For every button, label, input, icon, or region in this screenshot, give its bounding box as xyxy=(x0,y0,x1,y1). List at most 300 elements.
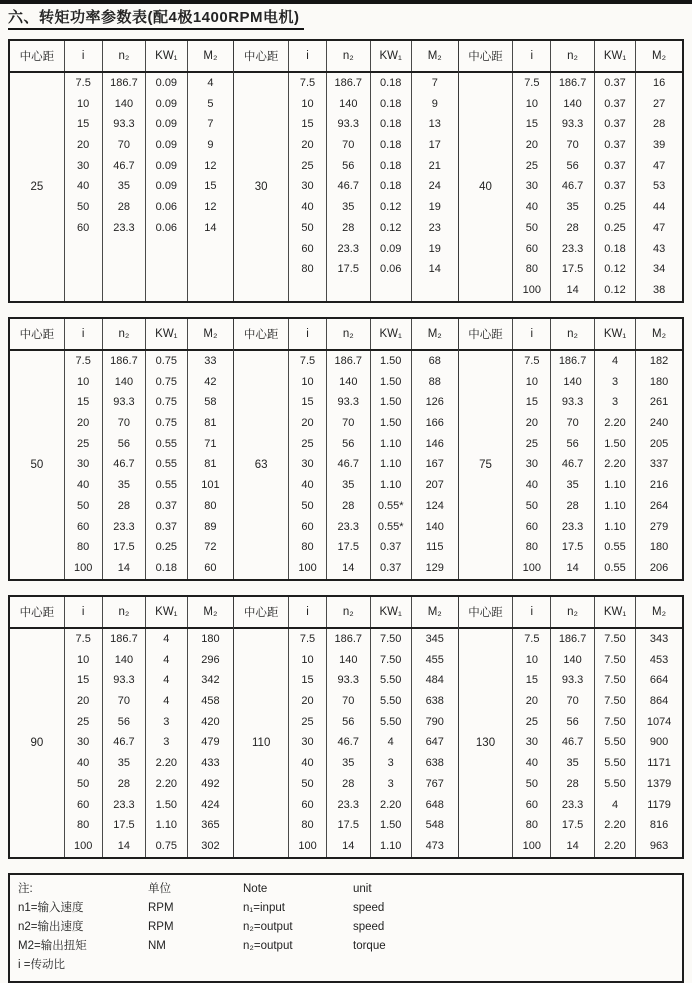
note-col-en: Note xyxy=(243,883,268,895)
ratio-i-value: 7.5 xyxy=(299,77,316,89)
n2-value: 186.7 xyxy=(334,633,363,645)
note-row xyxy=(18,918,682,937)
kw1-value: 0.18 xyxy=(379,180,402,193)
kw1-value: 1.10 xyxy=(604,520,626,533)
center-distance-cell xyxy=(459,629,514,857)
n2-value: 46.7 xyxy=(561,180,584,193)
kw1-value: 0.37 xyxy=(604,159,626,172)
document-page xyxy=(8,0,684,983)
kw1-value: 0.37 xyxy=(379,541,402,554)
kw1-value: 1.10 xyxy=(604,499,626,512)
n2-value: 56 xyxy=(566,159,579,172)
kw1-value: 0.06 xyxy=(155,221,178,234)
n2-value: 93.3 xyxy=(561,396,584,409)
center-distance-cell xyxy=(459,351,514,579)
ratio-i-value: 10 xyxy=(301,653,314,666)
ratio-i-value: 80 xyxy=(301,263,314,276)
m2-value: 58 xyxy=(204,396,217,409)
center-distance-value: 25 xyxy=(30,181,44,193)
ratio-i-value: 10 xyxy=(77,97,90,110)
kw1-value: 4 xyxy=(163,674,170,687)
n2-value: 14 xyxy=(117,561,131,574)
data-column xyxy=(289,629,327,857)
kw1-value: 1.50 xyxy=(379,417,402,430)
m2-value: 81 xyxy=(204,417,217,430)
n2-value: 46.7 xyxy=(337,180,359,193)
n2-value: 70 xyxy=(117,417,131,430)
header-m2: M₂ xyxy=(203,328,218,340)
n2-value: 17.5 xyxy=(561,541,584,554)
header-m2: M₂ xyxy=(203,50,218,62)
m2-value: 420 xyxy=(201,715,220,728)
m2-value: 167 xyxy=(425,458,444,471)
ratio-i-value: 25 xyxy=(77,437,90,450)
note-col-en: n₂=output xyxy=(243,921,293,933)
ratio-i-value: 40 xyxy=(525,201,538,214)
n2-value: 28 xyxy=(342,221,355,234)
note-col-unit-en: torque xyxy=(353,940,386,952)
kw1-value: 0.18 xyxy=(379,118,402,131)
ratio-i-value: 20 xyxy=(525,417,538,430)
n2-value: 28 xyxy=(566,777,579,790)
kw1-value: 5.50 xyxy=(604,757,626,770)
kw1-value: 4 xyxy=(163,653,170,666)
header-kw1: KW₁ xyxy=(371,597,412,627)
ratio-i-value: 80 xyxy=(77,819,90,832)
table-body xyxy=(10,351,233,579)
m2-value: 484 xyxy=(425,674,444,687)
m2-value: 72 xyxy=(204,541,217,554)
m2-value: 647 xyxy=(425,736,444,749)
n2-value: 46.7 xyxy=(113,736,135,749)
ratio-i-value: 100 xyxy=(298,561,317,574)
n2-value: 35 xyxy=(566,201,579,214)
center-distance-value: 40 xyxy=(479,181,492,193)
n2-value: 23.3 xyxy=(337,798,359,811)
n2-value: 28 xyxy=(117,777,131,790)
m2-value: 458 xyxy=(201,695,220,708)
note-col-cn: i =传动比 xyxy=(18,959,65,971)
n2-value: 14 xyxy=(566,283,579,296)
n2-value: 35 xyxy=(342,479,355,492)
ratio-i-value: 80 xyxy=(525,263,538,276)
data-column xyxy=(595,629,636,857)
m2-value: 60 xyxy=(204,561,217,574)
n2-value: 14 xyxy=(342,561,355,574)
m2-value: 638 xyxy=(425,757,444,770)
ratio-i-value: 25 xyxy=(525,437,538,450)
kw1-value: 0.55 xyxy=(155,479,178,492)
center-distance-cell xyxy=(234,629,289,857)
ratio-i-value: 20 xyxy=(301,417,314,430)
kw1-value: 0.12 xyxy=(379,221,402,234)
note-col-en: n₂=output xyxy=(243,940,293,952)
header-n2: n₂ xyxy=(327,319,371,349)
data-column xyxy=(551,351,595,579)
kw1-value: 7.50 xyxy=(604,674,626,687)
m2-value: 13 xyxy=(428,118,441,131)
data-column xyxy=(103,629,147,857)
m2-value: 16 xyxy=(652,77,666,89)
kw1-value: 0.18 xyxy=(379,97,402,110)
n2-value: 93.3 xyxy=(113,396,135,409)
ratio-i-value: 15 xyxy=(301,118,314,131)
ratio-i-value: 40 xyxy=(301,757,314,770)
note-row xyxy=(18,899,682,918)
note-col-unit-en: speed xyxy=(353,902,385,914)
kw1-value: 0.55 xyxy=(155,458,178,471)
data-column xyxy=(371,629,412,857)
data-column xyxy=(146,629,187,857)
header-ratio-i: i xyxy=(513,319,551,349)
data-column xyxy=(65,73,103,301)
m2-value: 492 xyxy=(201,777,220,790)
note-col-unit-cn xyxy=(148,956,243,975)
ratio-i-value: 10 xyxy=(525,97,538,110)
header-ratio-i: i xyxy=(513,41,551,71)
ratio-i-value: 50 xyxy=(77,201,90,214)
m2-value: 12 xyxy=(204,159,217,172)
m2-value: 216 xyxy=(649,479,669,492)
data-column xyxy=(289,351,327,579)
m2-value: 345 xyxy=(425,633,444,645)
data-column xyxy=(636,629,682,857)
ratio-i-value: 20 xyxy=(301,695,314,708)
n2-value: 28 xyxy=(342,777,355,790)
center-distance-cell xyxy=(234,351,289,579)
ratio-i-value: 20 xyxy=(77,417,90,430)
table-header-row xyxy=(234,319,457,351)
n2-value: 186.7 xyxy=(558,633,587,645)
ratio-i-value: 20 xyxy=(525,695,538,708)
m2-value: 180 xyxy=(649,541,669,554)
m2-value: 182 xyxy=(649,355,669,367)
data-column xyxy=(513,629,551,857)
data-column xyxy=(636,73,682,301)
n2-value: 23.3 xyxy=(337,242,359,255)
m2-value: 27 xyxy=(652,97,666,110)
header-n2: n₂ xyxy=(327,41,371,71)
ratio-i-value: 15 xyxy=(77,674,90,687)
table-body xyxy=(10,629,233,857)
m2-value: 548 xyxy=(425,819,444,832)
data-column xyxy=(371,73,412,301)
kw1-value: 1.50 xyxy=(155,798,178,811)
ratio-i-value: 20 xyxy=(525,139,538,152)
n2-value: 140 xyxy=(339,653,358,666)
center-distance-value: 75 xyxy=(479,459,492,471)
n2-value: 140 xyxy=(114,97,134,110)
ratio-i-value: 10 xyxy=(77,375,90,388)
n2-value: 70 xyxy=(117,695,131,708)
header-center-distance: 中心距 xyxy=(10,597,65,627)
ratio-i-value: 25 xyxy=(77,715,90,728)
ratio-i-value: 7.5 xyxy=(299,633,316,645)
table-body xyxy=(459,629,682,857)
kw1-value: 0.18 xyxy=(155,561,178,574)
table-group xyxy=(10,597,233,857)
kw1-value: 3 xyxy=(163,715,170,728)
m2-value: 42 xyxy=(204,375,217,388)
n2-value: 23.3 xyxy=(113,798,135,811)
n2-value: 140 xyxy=(563,97,582,110)
ratio-i-value: 30 xyxy=(301,736,314,749)
n2-value: 93.3 xyxy=(113,118,135,131)
ratio-i-value: 20 xyxy=(77,695,90,708)
table-header-row xyxy=(10,319,233,351)
m2-value: 126 xyxy=(425,396,444,409)
data-column xyxy=(103,351,147,579)
kw1-value: 3 xyxy=(611,375,619,388)
header-m2: M₂ xyxy=(203,606,218,618)
ratio-i-value: 40 xyxy=(525,757,538,770)
m2-value: 44 xyxy=(652,201,666,214)
table-header-row xyxy=(10,597,233,629)
n2-value: 140 xyxy=(339,375,358,388)
n2-value: 17.5 xyxy=(337,819,359,832)
ratio-i-value: 7.5 xyxy=(524,633,540,645)
kw1-value: 1.50 xyxy=(604,437,626,450)
m2-value: 424 xyxy=(201,798,220,811)
kw1-value: 0.37 xyxy=(604,139,626,152)
kw1-value: 1.10 xyxy=(379,479,402,492)
n2-value: 23.3 xyxy=(113,520,135,533)
data-column xyxy=(65,629,103,857)
data-column xyxy=(412,629,458,857)
n2-value: 17.5 xyxy=(337,263,359,276)
ratio-i-value: 15 xyxy=(525,118,538,131)
n2-value: 35 xyxy=(117,180,131,193)
note-row xyxy=(18,880,682,899)
m2-value: 68 xyxy=(428,355,441,367)
m2-value: 21 xyxy=(428,159,441,172)
m2-value: 23 xyxy=(428,221,441,234)
kw1-value: 5.50 xyxy=(379,695,402,708)
n2-value: 17.5 xyxy=(561,819,584,832)
n2-value: 23.3 xyxy=(561,242,584,255)
parameter-table-90-110-130 xyxy=(8,595,684,859)
kw1-value: 5.50 xyxy=(379,715,402,728)
kw1-value: 0.37 xyxy=(155,520,178,533)
kw1-value: 0.12 xyxy=(604,283,626,296)
ratio-i-value: 60 xyxy=(77,221,90,234)
kw1-value: 0.55* xyxy=(377,499,404,512)
kw1-value: 5.50 xyxy=(604,736,626,749)
data-column xyxy=(146,351,187,579)
kw1-value: 0.75 xyxy=(155,417,178,430)
ratio-i-value: 100 xyxy=(74,561,93,574)
data-column xyxy=(289,73,327,301)
ratio-i-value: 20 xyxy=(77,139,90,152)
kw1-value: 0.75 xyxy=(155,375,178,388)
n2-value: 17.5 xyxy=(113,819,135,832)
header-center-distance: 中心距 xyxy=(234,319,289,349)
ratio-i-value: 25 xyxy=(301,159,314,172)
n2-value: 186.7 xyxy=(110,633,138,645)
n2-value: 56 xyxy=(566,715,579,728)
ratio-i-value: 15 xyxy=(77,118,90,131)
header-m2: M₂ xyxy=(427,328,442,340)
header-center-distance: 中心距 xyxy=(234,597,289,627)
kw1-value: 3 xyxy=(611,396,619,409)
kw1-value: 0.09 xyxy=(155,118,178,131)
kw1-value: 3 xyxy=(163,736,170,749)
kw1-value: 0.09 xyxy=(155,97,178,110)
ratio-i-value: 60 xyxy=(301,242,314,255)
n2-value: 46.7 xyxy=(337,458,359,471)
kw1-value: 4 xyxy=(163,695,170,708)
ratio-i-value: 50 xyxy=(525,499,538,512)
kw1-value: 0.37 xyxy=(155,499,178,512)
ratio-i-value: 60 xyxy=(301,520,314,533)
page-title: 六、转矩功率参数表(配4极1400RPM电机) xyxy=(8,4,304,30)
m2-value: 166 xyxy=(425,417,444,430)
ratio-i-value: 25 xyxy=(525,159,538,172)
n2-value: 46.7 xyxy=(337,736,359,749)
n2-value: 93.3 xyxy=(561,674,584,687)
kw1-value: 7.50 xyxy=(379,633,402,645)
kw1-value: 4 xyxy=(611,798,619,811)
n2-value: 93.3 xyxy=(113,674,135,687)
m2-value: 53 xyxy=(652,180,666,193)
ratio-i-value: 30 xyxy=(301,458,314,471)
ratio-i-value: 15 xyxy=(77,396,90,409)
ratio-i-value: 80 xyxy=(301,541,314,554)
kw1-value: 0.06 xyxy=(379,263,402,276)
m2-value: 790 xyxy=(425,715,444,728)
n2-value: 93.3 xyxy=(337,118,359,131)
n2-value: 14 xyxy=(342,839,355,852)
kw1-value: 2.20 xyxy=(604,417,626,430)
n2-value: 140 xyxy=(563,653,582,666)
kw1-value: 0.37 xyxy=(604,118,626,131)
m2-value: 180 xyxy=(649,375,669,388)
kw1-value: 5.50 xyxy=(604,777,626,790)
n2-value: 23.3 xyxy=(113,221,135,234)
table-header-row xyxy=(459,597,682,629)
center-distance-value: 110 xyxy=(252,737,271,749)
kw1-value: 5.50 xyxy=(379,674,402,687)
kw1-value: 2.20 xyxy=(379,798,402,811)
data-column xyxy=(513,351,551,579)
kw1-value: 1.50 xyxy=(379,396,402,409)
m2-value: 453 xyxy=(649,653,669,666)
header-kw1: KW₁ xyxy=(146,41,187,71)
header-n2: n₂ xyxy=(551,41,595,71)
kw1-value: 1.10 xyxy=(155,819,178,832)
kw1-value: 7.50 xyxy=(379,653,402,666)
table-header-row xyxy=(459,319,682,351)
m2-value: 19 xyxy=(428,201,441,214)
ratio-i-value: 50 xyxy=(301,499,314,512)
header-m2: M₂ xyxy=(427,50,442,62)
n2-value: 46.7 xyxy=(561,458,584,471)
header-kw1: KW₁ xyxy=(371,319,412,349)
center-distance-cell xyxy=(10,629,65,857)
note-row xyxy=(18,937,682,956)
kw1-value: 0.75 xyxy=(155,839,178,852)
kw1-value: 0.25 xyxy=(604,201,626,214)
ratio-i-value: 25 xyxy=(301,715,314,728)
ratio-i-value: 30 xyxy=(525,180,538,193)
m2-value: 638 xyxy=(425,695,444,708)
kw1-value: 1.10 xyxy=(379,458,402,471)
n2-value: 35 xyxy=(566,757,579,770)
m2-value: 664 xyxy=(649,674,669,687)
header-center-distance: 中心距 xyxy=(10,319,65,349)
kw1-value: 1.10 xyxy=(379,839,402,852)
kw1-value: 0.75 xyxy=(155,396,178,409)
ratio-i-value: 20 xyxy=(301,139,314,152)
n2-value: 186.7 xyxy=(334,355,363,367)
ratio-i-value: 50 xyxy=(525,221,538,234)
ratio-i-value: 100 xyxy=(74,839,93,852)
n2-value: 23.3 xyxy=(561,520,584,533)
n2-value: 14 xyxy=(117,839,131,852)
ratio-i-value: 80 xyxy=(301,819,314,832)
center-distance-cell xyxy=(10,351,65,579)
ratio-i-value: 40 xyxy=(77,180,90,193)
kw1-value: 0.09 xyxy=(155,159,178,172)
n2-value: 70 xyxy=(566,139,579,152)
ratio-i-value: 60 xyxy=(301,798,314,811)
header-n2: n₂ xyxy=(551,597,595,627)
data-column xyxy=(551,629,595,857)
header-n2: n₂ xyxy=(327,597,371,627)
table-group xyxy=(458,319,682,579)
n2-value: 70 xyxy=(117,139,131,152)
n2-value: 35 xyxy=(117,757,131,770)
n2-value: 35 xyxy=(342,201,355,214)
ratio-i-value: 40 xyxy=(77,479,90,492)
note-row xyxy=(18,956,682,975)
ratio-i-value: 30 xyxy=(77,736,90,749)
table-group xyxy=(233,597,457,857)
m2-value: 12 xyxy=(204,201,217,214)
kw1-value: 0.06 xyxy=(155,201,178,214)
header-ratio-i: i xyxy=(65,319,103,349)
ratio-i-value: 40 xyxy=(77,757,90,770)
m2-value: 140 xyxy=(425,520,444,533)
parameter-table-25-30-40 xyxy=(8,39,684,303)
m2-value: 261 xyxy=(649,396,669,409)
note-col-cn: 注: xyxy=(18,883,33,895)
ratio-i-value: 50 xyxy=(525,777,538,790)
data-column xyxy=(412,73,458,301)
n2-value: 70 xyxy=(342,695,355,708)
n2-value: 186.7 xyxy=(110,77,138,89)
n2-value: 23.3 xyxy=(561,798,584,811)
m2-value: 14 xyxy=(428,263,441,276)
kw1-value: 7.50 xyxy=(604,695,626,708)
m2-value: 47 xyxy=(652,159,666,172)
kw1-value: 1.50 xyxy=(379,375,402,388)
m2-value: 124 xyxy=(425,499,444,512)
n2-value: 56 xyxy=(117,437,131,450)
m2-value: 455 xyxy=(425,653,444,666)
m2-value: 240 xyxy=(649,417,669,430)
m2-value: 71 xyxy=(204,437,217,450)
ratio-i-value: 80 xyxy=(525,819,538,832)
kw1-value: 1.10 xyxy=(379,437,402,450)
header-center-distance: 中心距 xyxy=(459,41,514,71)
n2-value: 70 xyxy=(342,139,355,152)
note-col-cn: n1=输入速度 xyxy=(18,902,84,914)
m2-value: 80 xyxy=(204,499,217,512)
m2-value: 38 xyxy=(652,283,666,296)
table-group xyxy=(10,319,233,579)
ratio-i-value: 10 xyxy=(301,97,314,110)
